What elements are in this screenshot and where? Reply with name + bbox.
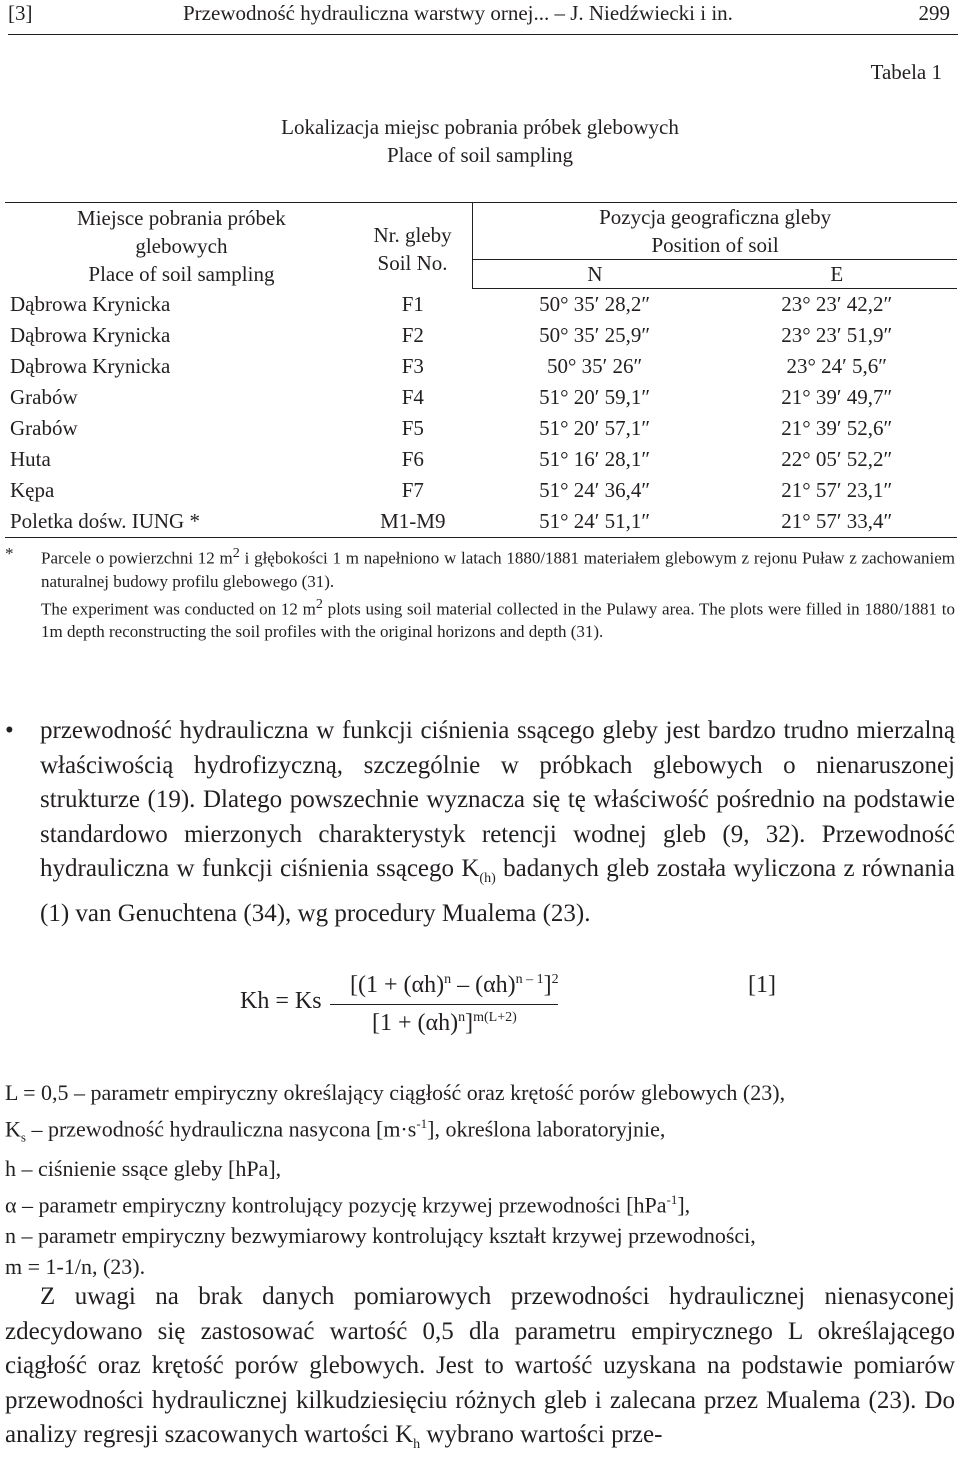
cell-n: 50° 35′ 28,2″ [539,292,651,316]
cell-soil-no: F7 [401,478,424,502]
definition-m: m = 1-1/n, (23). [5,1254,146,1280]
sampling-table [5,202,957,538]
header-place: Miejsce pobrania próbek glebowych Place of soil sampling [5,203,353,289]
bullet-dot: • [5,717,14,744]
footnote-pl: Parcele o powierzchni 12 $m^2$ i głębokości 1 m napełniono w latach 1880/1881 materiałem glebowym z rejonu Puław z zachowaniem naturalnej budowy profilu glebowego (31). [41,545,955,591]
definition-n: n – parametr empiryczny bezwymiarowy kontrolujący kształt krzywej przewodności, [5,1223,756,1249]
table-row [5,351,957,382]
table-header-row [5,203,957,260]
cell-soil-no: F1 [401,291,424,316]
table-caption-en: Place of soil sampling [386,143,574,167]
cell-e: 23° 23′ 51,9″ [781,323,893,347]
header-rule [8,34,958,35]
equation-1 [240,972,800,1042]
table-row [5,413,957,444]
cell-n: 51° 16′ 28,1″ [539,447,651,471]
running-title: Przewodność hydrauliczna warstwy ornej... – J. Niedźwiecki i in. [183,1,733,25]
cell-place: Kępa [10,478,55,502]
footnote-en: The experiment was conducted on 12 $m^2$ plots using soil material collected in the Pulawy area. The plots were filled in 1880/1881 to 1m depth reconstructing the soil profiles with the original horizons and depth (31). [41,595,955,642]
definition-alpha: α – parametr empiryczny kontrolujący pozycję krzywej przewodności [hPa$^{-1}$], [5,1191,691,1218]
definition-l: L = 0,5 – parametr empiryczny określający ciągłość oraz krętość porów glebowych (23), [5,1080,786,1105]
cell-e: 21° 39′ 52,6″ [781,416,893,440]
body-paragraph: Z uwagi na brak danych pomiarowych przewodności hydraulicznej nienasyconej zdecydowano się zastosować wartość 0,5 dla parametru empirycznego L określającego ciągłość oraz krętość porów glebowych. Jest to wartość uzyskana na podstawie pomiarów przewodności hydraulicznej kilkudziesięciu różnych gleb i zalecana przez Mualema (23). Do analizy regresji szacowanych wartości $K_h$ wybrano wartości prze- [5,1283,955,1452]
cell-e: 21° 57′ 23,1″ [781,478,893,502]
fraction-bar [330,1004,558,1005]
cell-soil-no: M1-M9 [353,506,473,538]
cell-soil-no: F3 [401,354,424,378]
reference-number: [3] [8,1,33,25]
header-n: N [473,260,717,289]
running-header [8,0,954,34]
cell-soil-no: F4 [401,385,424,409]
table-row [5,320,957,351]
table-label: Tabela 1 [870,60,942,84]
table-row [5,444,957,475]
cell-place: Huta [10,447,51,471]
cell-soil-no: F5 [401,416,424,440]
cell-e: 22° 05′ 52,2″ [781,447,893,471]
cell-e: 23° 24′ 5,6″ [786,354,888,378]
footnote-marker: * [5,544,14,563]
cell-n: 51° 24′ 36,4″ [539,478,651,502]
page-number: 299 [918,1,950,25]
definition-ks: $K_s$ – przewodność hydrauliczna nasycona $[m\cdot s^{-1}]$, określona laboratoryjnie, [5,1116,666,1145]
table-footnote [5,542,955,643]
footnote-text [41,542,955,643]
table-row [5,475,957,506]
cell-place: Dąbrowa Krynicka [10,323,171,347]
equation-number: [1] [748,972,776,998]
definition-h: h – ciśnienie ssące gleby [hPa], [5,1155,282,1181]
equation-denominator: $[1 + (\alpha h)^n]^{m(L+2)}$ [372,1010,517,1036]
cell-e: 21° 57′ 33,4″ [717,506,957,538]
bullet-paragraph [5,714,955,931]
cell-n: 50° 35′ 25,9″ [539,323,651,347]
table-row [5,382,957,413]
header-position: Pozycja geograficzna gleby Position of soil [473,203,957,260]
header-soil-no: Nr. gleby Soil No. [353,203,473,289]
cell-place: Dąbrowa Krynicka [10,291,171,316]
symbol-definitions [5,1077,955,1282]
bullet-text: przewodność hydrauliczna w funkcji ciśnienia ssącego gleby jest bardzo trudno mierzalną właściwością hydrofizyczną, szczególnie w próbkach glebowych o nienaruszonej strukturze (19). Dlatego powszechnie wyznacza się tę właściwość pośrednio na podstawie standardowo mierzonych charakterystyk retencji wodnej gleb (9, 32). Przewodność hydrauliczna w funkcji ciśnienia ssącego $K_{(h)}$ badanych gleb została wyliczona z równania (1) van Genuchtena (34), wg procedury Mualema (23). [40,717,955,927]
table-row [5,506,957,538]
cell-e: 21° 39′ 49,7″ [781,385,893,409]
cell-soil-no: F2 [401,323,424,347]
table-row [5,289,957,321]
equation-numerator: [$(1 + (\alpha h)^n - (\alpha h)^{n - 1}]^2$ [350,972,559,998]
cell-n: 51° 20′ 59,1″ [539,385,651,409]
cell-place: Dąbrowa Krynicka [10,354,171,378]
cell-e: 23° 23′ 42,2″ [781,292,893,316]
cell-n: 51° 24′ 51,1″ [473,506,717,538]
cell-place: Grabów [10,416,78,440]
cell-soil-no: F6 [401,447,424,471]
equation-lhs: Kh = Ks [240,988,322,1014]
header-e: E [717,260,957,289]
cell-n: 50° 35′ 26″ [547,354,643,378]
cell-place: Grabów [10,385,78,409]
cell-place: Poletka dośw. IUNG * [5,506,353,538]
cell-n: 51° 20′ 57,1″ [539,416,651,440]
table-caption-pl: Lokalizacja miejsc pobrania próbek glebowych [281,115,679,139]
